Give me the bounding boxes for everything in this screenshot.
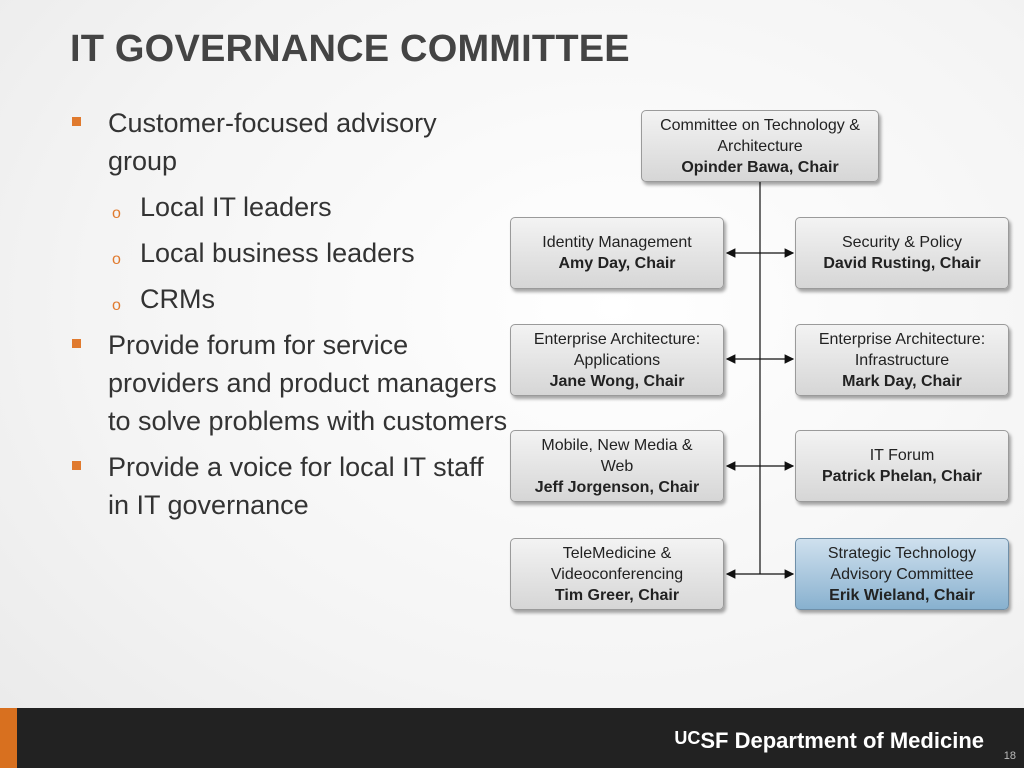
committee-chair: Tim Greer, Chair xyxy=(554,586,680,604)
committee-name: Identity Management xyxy=(542,234,692,251)
committee-name: Strategic Technology Advisory Committee xyxy=(827,544,977,583)
footer-bar xyxy=(0,708,1024,768)
committee-chair: Jane Wong, Chair xyxy=(549,372,685,390)
committee-chair: David Rusting, Chair xyxy=(823,255,981,272)
page-number: 18 xyxy=(1003,750,1016,762)
committee-box xyxy=(510,538,724,610)
committee-chair: Amy Day, Chair xyxy=(558,255,676,272)
ucsf-logo xyxy=(674,728,984,754)
committee-chair: Jeff Jorgenson, Chair xyxy=(534,478,700,496)
committee-chair: Erik Wieland, Chair xyxy=(829,586,975,604)
bullet-text: Customer-focused advisory group xyxy=(108,108,437,176)
committee-name: Enterprise Architecture: Applications xyxy=(533,330,701,369)
logo-sf: SF xyxy=(700,728,729,753)
sub-bullet-text: Local IT leaders xyxy=(140,192,332,222)
sub-bullet-text: CRMs xyxy=(140,284,215,314)
sub-bullet-text: Local business leaders xyxy=(140,238,415,268)
committee-box xyxy=(795,430,1009,502)
committee-box xyxy=(795,217,1009,289)
committee-name: Mobile, New Media & Web xyxy=(541,436,693,475)
bullet-text: Provide a voice for local IT staff in IT governance xyxy=(108,452,484,520)
committee-box xyxy=(510,430,724,502)
committee-name: TeleMedicine & Videoconferencing xyxy=(550,544,684,583)
committee-box-highlighted xyxy=(795,538,1009,610)
bullet-text: Provide forum for service providers and product managers to solve problems with customers xyxy=(108,330,508,436)
committee-chair: Opinder Bawa, Chair xyxy=(681,158,839,176)
circle-bullet-icon: o xyxy=(112,205,121,222)
circle-bullet-icon: o xyxy=(112,297,121,314)
committee-chair: Patrick Phelan, Chair xyxy=(821,468,983,485)
committee-box xyxy=(795,324,1009,396)
committee-box xyxy=(510,324,724,396)
committee-name: Committee on Technology & Architecture xyxy=(660,116,860,155)
footer-accent xyxy=(0,708,17,768)
committee-name: Enterprise Architecture: Infrastructure xyxy=(818,330,986,369)
circle-bullet-icon: o xyxy=(112,251,121,268)
committee-box xyxy=(510,217,724,289)
slide-title: IT GOVERNANCE COMMITTEE xyxy=(70,28,630,70)
committee-name: Security & Policy xyxy=(841,234,963,251)
committee-chair: Mark Day, Chair xyxy=(842,372,962,390)
logo-uc: UC xyxy=(674,728,701,748)
committee-name: IT Forum xyxy=(869,447,935,464)
logo-department: Department of Medicine xyxy=(734,728,984,753)
committee-box-top xyxy=(641,110,879,182)
